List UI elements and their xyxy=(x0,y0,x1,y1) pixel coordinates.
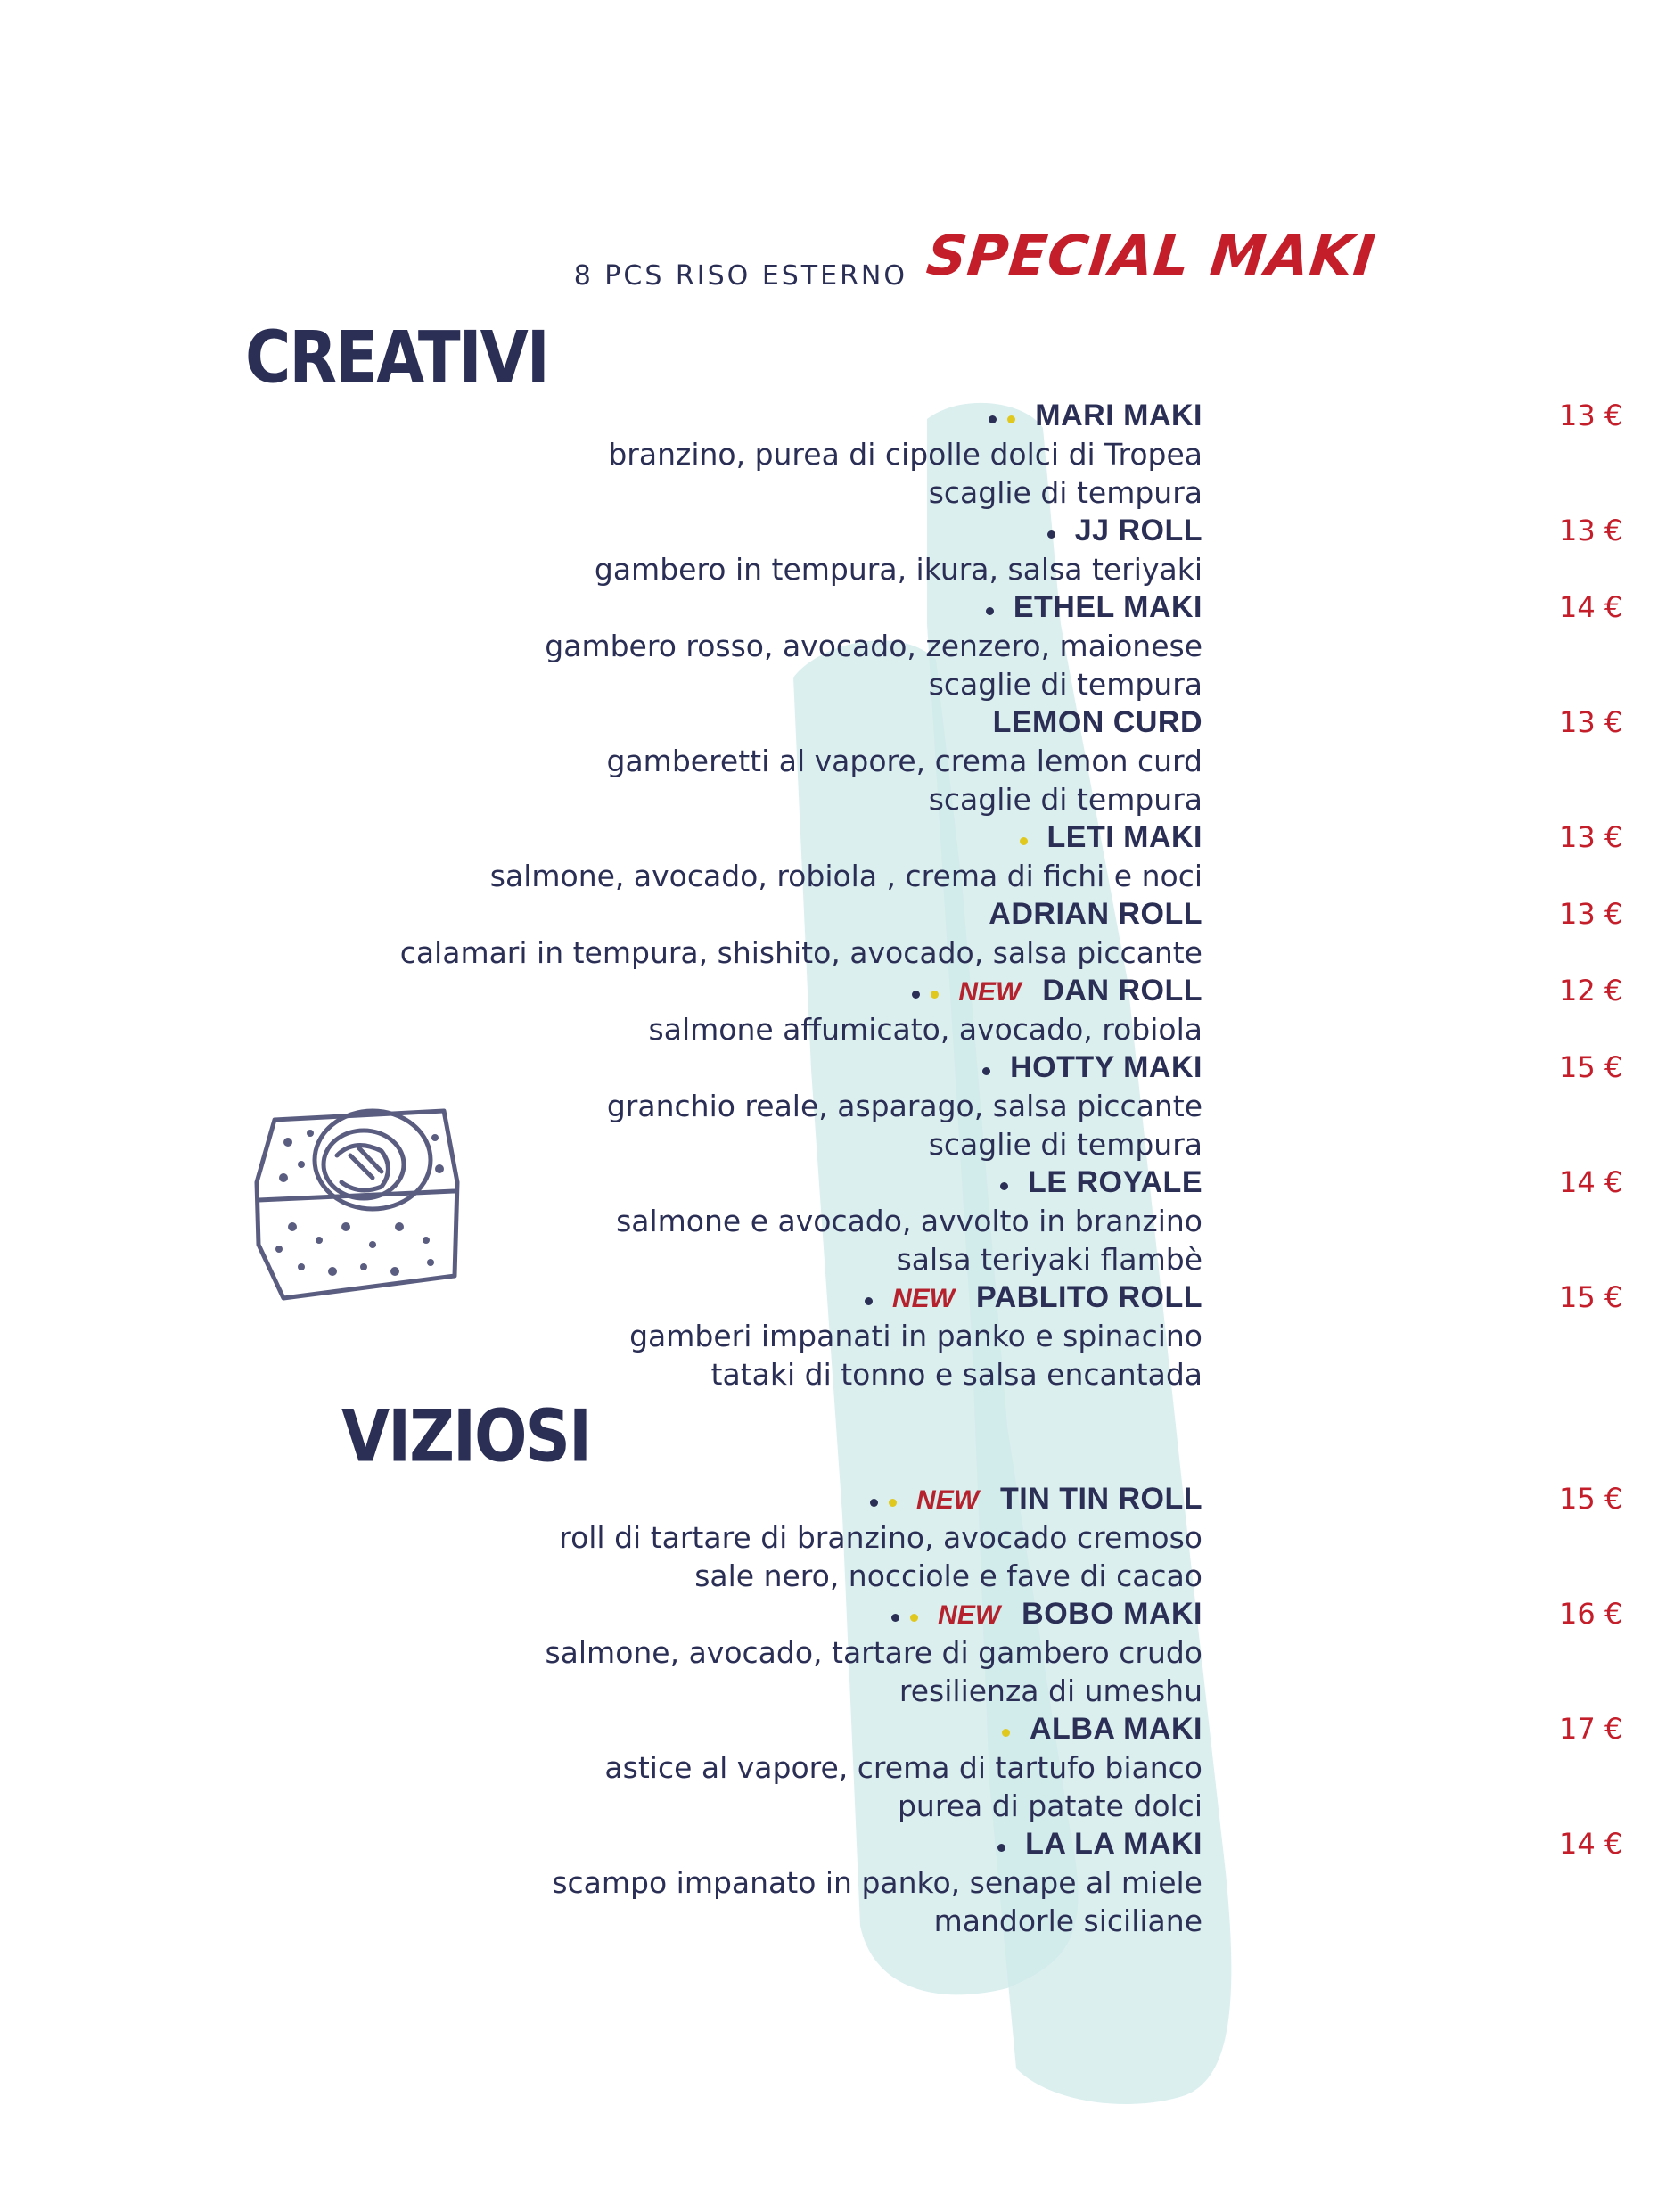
menu-item xyxy=(311,1710,1623,1825)
dish-price: 13 € xyxy=(1559,820,1623,854)
dish-description: scaglie di tempura xyxy=(928,667,1202,702)
dish-price: 16 € xyxy=(1559,1597,1623,1631)
menu-item xyxy=(311,397,1623,512)
menu-item xyxy=(311,972,1623,1048)
dish-description: salmone, avocado, robiola , crema di fichi e noci xyxy=(489,859,1202,893)
dish-price: 13 € xyxy=(1559,705,1623,739)
menu-item xyxy=(311,1480,1623,1595)
dish-description: scaglie di tempura xyxy=(928,1127,1202,1162)
dish-name: BOBO MAKI xyxy=(1022,1597,1202,1631)
menu-section-creativi xyxy=(311,397,1623,1394)
menu-section-viziosi xyxy=(311,1480,1623,1940)
header-subtitle: 8 PCS RISO ESTERNO xyxy=(573,260,907,292)
dish-name: HOTTY MAKI xyxy=(1010,1050,1202,1084)
dish-name: PABLITO ROLL xyxy=(975,1280,1202,1314)
dish-name: LETI MAKI xyxy=(1046,820,1202,854)
menu-item xyxy=(311,1164,1623,1279)
dish-description: astice al vapore, crema di tartufo bianco xyxy=(604,1750,1202,1785)
menu-item xyxy=(311,588,1623,703)
menu-item xyxy=(311,1825,1623,1940)
dish-description: sale nero, nocciole e fave di cacao xyxy=(694,1558,1202,1593)
dish-price: 14 € xyxy=(1559,1165,1623,1199)
dish-price: 17 € xyxy=(1559,1712,1623,1746)
new-badge: NEW xyxy=(916,1485,980,1515)
dish-description: scampo impanato in panko, senape al miele xyxy=(552,1865,1202,1900)
new-badge: NEW xyxy=(938,1600,1001,1630)
dish-price: 15 € xyxy=(1559,1050,1623,1084)
dish-name: LA LA MAKI xyxy=(1025,1827,1202,1861)
dish-name: JJ ROLL xyxy=(1074,514,1202,547)
menu-item xyxy=(311,818,1623,895)
dish-price: 15 € xyxy=(1559,1482,1623,1516)
dish-description: mandorle siciliane xyxy=(933,1904,1202,1938)
dish-name: ADRIAN ROLL xyxy=(989,897,1202,931)
dish-name: DAN ROLL xyxy=(1042,974,1202,1007)
dish-price: 14 € xyxy=(1559,590,1623,624)
dish-description: purea di patate dolci xyxy=(897,1789,1202,1823)
dish-description: salsa teriyaki flambè xyxy=(896,1242,1202,1277)
dish-description: salmone e avocado, avvolto in branzino xyxy=(616,1204,1202,1238)
section-title-creativi: CREATIVI xyxy=(245,315,548,400)
menu-item xyxy=(311,1048,1623,1164)
dish-name: ETHEL MAKI xyxy=(1013,590,1202,624)
page-title: SPECIAL MAKI xyxy=(923,223,1379,288)
section-title-viziosi: VIZIOSI xyxy=(341,1394,590,1479)
dish-description: salmone, avocado, tartare di gambero crudo xyxy=(545,1635,1202,1670)
menu-item xyxy=(311,1595,1623,1710)
dish-description: scaglie di tempura xyxy=(928,475,1202,510)
dish-name: MARI MAKI xyxy=(1035,399,1202,432)
menu-item xyxy=(311,1279,1623,1394)
dish-name: LE ROYALE xyxy=(1028,1165,1202,1199)
dish-description: resilienza di umeshu xyxy=(899,1673,1202,1708)
dish-description: roll di tartare di branzino, avocado cremoso xyxy=(559,1520,1202,1555)
dish-price: 13 € xyxy=(1559,514,1623,547)
dish-description: tataki di tonno e salsa encantada xyxy=(710,1357,1202,1392)
dish-description: branzino, purea di cipolle dolci di Tropea xyxy=(608,437,1202,472)
dish-description: granchio reale, asparago, salsa piccante xyxy=(606,1089,1202,1123)
dish-price: 14 € xyxy=(1559,1827,1623,1861)
menu-item xyxy=(311,895,1623,972)
new-badge: NEW xyxy=(958,977,1022,1007)
dish-description: gambero rosso, avocado, zenzero, maionese xyxy=(545,629,1202,663)
dish-price: 15 € xyxy=(1559,1280,1623,1314)
dish-description: calamari in tempura, shishito, avocado, salsa piccante xyxy=(399,935,1202,970)
dish-description: gamberi impanati in panko e spinacino xyxy=(629,1319,1202,1353)
new-badge: NEW xyxy=(891,1284,955,1313)
dish-description: salmone affumicato, avocado, robiola xyxy=(648,1012,1202,1047)
dish-price: 13 € xyxy=(1559,897,1623,931)
dish-description: gamberetti al vapore, crema lemon curd xyxy=(606,744,1202,778)
dish-price: 13 € xyxy=(1559,399,1623,432)
menu-item xyxy=(311,512,1623,588)
dish-description: scaglie di tempura xyxy=(928,782,1202,817)
dish-price: 12 € xyxy=(1559,974,1623,1007)
dish-description: gambero in tempura, ikura, salsa teriyaki xyxy=(594,552,1202,587)
dish-name: LEMON CURD xyxy=(992,705,1202,739)
dish-name: ALBA MAKI xyxy=(1030,1712,1202,1746)
menu-item xyxy=(311,703,1623,818)
dish-name: TIN TIN ROLL xyxy=(1000,1482,1202,1516)
